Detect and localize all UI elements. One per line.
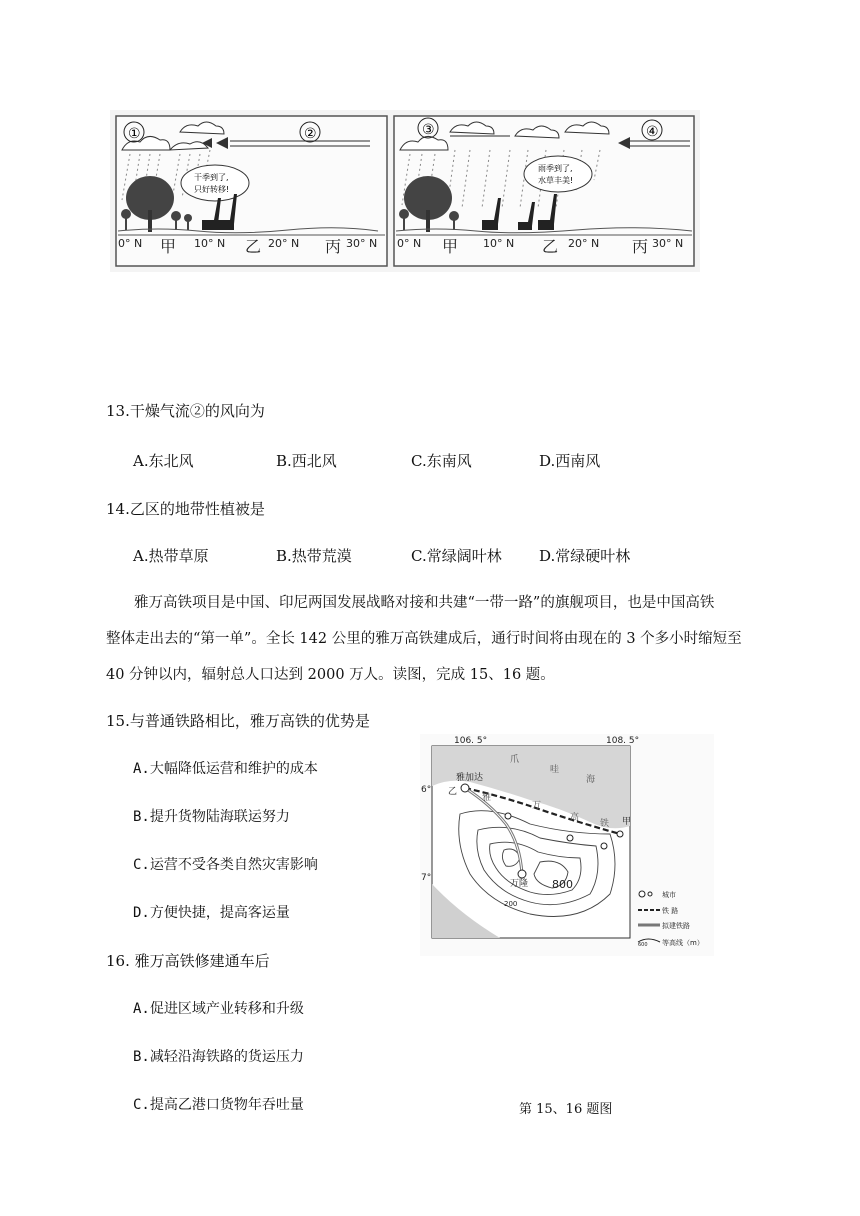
option-d: D.方便快捷，提高客运量 (133, 905, 290, 921)
city-jia: 甲 (622, 817, 632, 827)
axis-label: 0° N (118, 237, 143, 250)
rail-map (420, 734, 714, 956)
passage-line-2: 整体走出去的“第一单”。全长 142 公里的雅万高铁建成后，通行时间将由现在的 3 个多小时缩短至 (106, 631, 742, 647)
option-a: A.东北风 (133, 452, 194, 470)
axis-label: 丙 (325, 237, 342, 256)
option-a: A.促进区域产业转移和升级 (133, 1001, 304, 1017)
option-d: D.常绿硬叶林 (539, 547, 631, 565)
option-d: D.西南风 (539, 452, 601, 470)
passage-line-1: 雅万高铁项目是中国、印尼两国发展战略对接和共建“一带一路”的旗舰项目，也是中国高铁 (134, 595, 715, 611)
axis-label: 甲 (160, 237, 177, 256)
option-a: A.大幅降低运营和维护的成本 (133, 761, 318, 777)
passage-line-3: 40 分钟以内，辐射总人口达到 2000 万人。读图，完成 15、16 题。 (106, 667, 555, 683)
speech-line-2: 只好转移! (194, 185, 230, 194)
axis-label: 0° N (397, 237, 422, 250)
option-b: B.减轻沿海铁路的货运压力 (133, 1049, 304, 1065)
legend-planned-rail: 拟建铁路 (662, 922, 690, 930)
rail-char: 铁 (600, 819, 610, 829)
axis-label: 乙 (245, 237, 262, 256)
lon-label: 108. 5° (606, 736, 640, 746)
contour-800: 800 (552, 878, 573, 891)
axis-label: 20° N (568, 237, 600, 250)
sea-label: 爪 (510, 755, 520, 765)
legend-railway: 铁 路 (662, 907, 679, 915)
lat-label: 6° (421, 785, 432, 795)
axis-label: 10° N (483, 237, 515, 250)
question-15-stem: 15.与普通铁路相比，雅万高铁的优势是 (106, 712, 370, 730)
rail-char: 高 (570, 813, 580, 823)
option-c: C.运营不受各类自然灾害影响 (133, 857, 318, 873)
lon-label: 106. 5° (454, 736, 488, 746)
axis-label: 20° N (268, 237, 300, 250)
sea-label: 海 (586, 775, 596, 785)
marker-2: ② (304, 126, 317, 142)
axis-label: 30° N (346, 237, 378, 250)
left-panel (116, 116, 387, 266)
city-yi: 乙 (448, 787, 458, 797)
question-16-stem: 16. 雅万高铁修建通车后 (106, 952, 270, 970)
passage (106, 585, 756, 693)
legend-city: 城市 (662, 891, 676, 899)
legend-contour: 等高线（m） (662, 939, 704, 947)
speech-line-2: 水草丰美! (538, 176, 574, 185)
axis-label: 丙 (632, 237, 649, 256)
axis-label: 10° N (194, 237, 226, 250)
axis-label: 30° N (652, 237, 684, 250)
marker-1: ① (128, 126, 141, 142)
speech-line-1: 雨季到了, (538, 164, 573, 173)
city-jakarta: 雅加达 (456, 773, 484, 783)
city-bandung: 万隆 (510, 879, 529, 889)
axis-label: 乙 (542, 237, 559, 256)
marker-4: ④ (646, 124, 659, 140)
option-c: C.提高乙港口货物年吞吐量 (133, 1097, 304, 1113)
rail-char: 万 (532, 801, 542, 811)
right-panel (394, 116, 694, 266)
option-a: A.热带草原 (133, 547, 209, 565)
option-b: B.热带荒漠 (276, 547, 352, 565)
option-c: C.常绿阔叶林 (411, 547, 502, 565)
speech-line-1: 干季到了, (194, 173, 229, 182)
lat-label: 7° (421, 873, 432, 883)
question-14-stem: 14.乙区的地带性植被是 (106, 500, 265, 518)
contour-200: 200 (504, 900, 518, 908)
option-b: B.提升货物陆海联运努力 (133, 809, 290, 825)
axis-label: 甲 (442, 237, 459, 256)
sea-label: 哇 (550, 765, 560, 775)
question-13-stem: 13.干燥气流②的风向为 (106, 402, 265, 420)
option-b: B.西北风 (276, 452, 337, 470)
map-caption: 第 15、16 题图 (519, 1102, 613, 1117)
climate-vegetation-figure (110, 110, 700, 272)
marker-3: ③ (422, 122, 435, 138)
legend-contour-value: 600 (638, 942, 648, 948)
rail-char: 雅 (482, 793, 492, 803)
option-c: C.东南风 (411, 452, 472, 470)
